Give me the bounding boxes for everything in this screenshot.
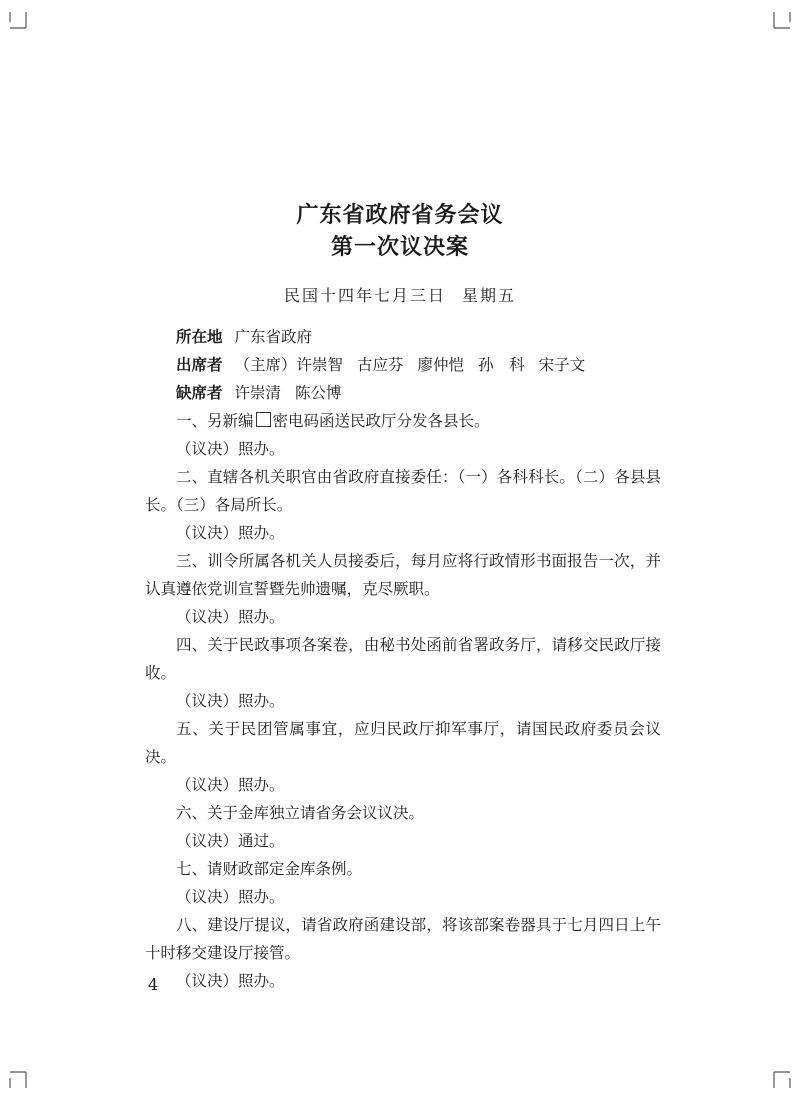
resolution-6: （议决）通过。 [176,832,285,850]
resolution-5: （议决）照办。 [176,776,285,794]
item-3: 三、训令所属各机关人员接委后，每月应将行政情形书面报告一次，并认真遵依党训宣誓暨先帅遗嘱，克尽厥职。 [145,552,661,598]
item-6: 六、关于金库独立请省务会议议决。 [176,804,425,822]
absentees-row [145,379,661,407]
location-value: 广东省政府 [234,328,313,346]
item-4: 四、关于民政事项各案卷，由秘书处函前省署政务厅，请移交民政厅接收。 [145,636,661,682]
absentee: 许崇清 [234,384,282,402]
absentees-label: 缺席者 [176,384,223,402]
resolution-1: （议决）照办。 [176,440,285,458]
attendees-label: 出席者 [176,356,223,374]
title-line-1: 广东省政府省务会议 [296,203,504,228]
attendee: （主席）许崇智 [234,356,344,374]
resolution-8: （议决）照办。 [176,972,285,990]
crop-mark-bottom-right [760,1060,800,1100]
resolution-3: （议决）照办。 [176,608,285,626]
item-8: 八、建设厅提议，请省政府函建设部，将该部案卷器具于七月四日上午十时移交建设厅接管。 [145,916,661,962]
resolution-4: （议决）照办。 [176,692,285,710]
crop-mark-bottom-left [0,1060,40,1100]
title-line-2: 第一次议决案 [330,235,469,260]
item-1 [145,407,661,435]
resolution-7: （议决）照办。 [176,888,285,906]
date: 民国十四年七月三日 [283,286,446,305]
resolution-2: （议决）照办。 [176,524,285,542]
page-number: 4 [148,975,159,994]
attendee: 古应芬 [357,356,404,374]
crop-mark-top-left [0,0,40,40]
attendee: 孙 科 [478,356,525,374]
item-5: 五、关于民团管属事宜，应归民政厅抑军事厅，请国民政府委员会议决。 [145,720,661,766]
item-text: 密电码函送民政厅分发各县长。 [272,412,490,430]
document-body [145,323,661,995]
date-line [0,283,800,306]
absentee: 陈公博 [295,384,342,402]
attendee: 廖仲恺 [417,356,465,374]
document-title [0,200,800,264]
missing-character-box [256,412,271,427]
attendee: 宋子文 [538,356,586,374]
attendees-row [145,351,661,379]
item-7: 七、请财政部定金库条例。 [176,860,363,878]
item-2: 二、直辖各机关职官由省政府直接委任：（一）各科科长。（二）各县县长。（三）各局所长。 [145,468,661,514]
crop-mark-top-right [760,0,800,40]
item-text: 一、另新编 [176,412,254,430]
weekday: 星期五 [462,286,517,305]
location-label: 所在地 [176,328,223,346]
location-row [145,323,661,351]
